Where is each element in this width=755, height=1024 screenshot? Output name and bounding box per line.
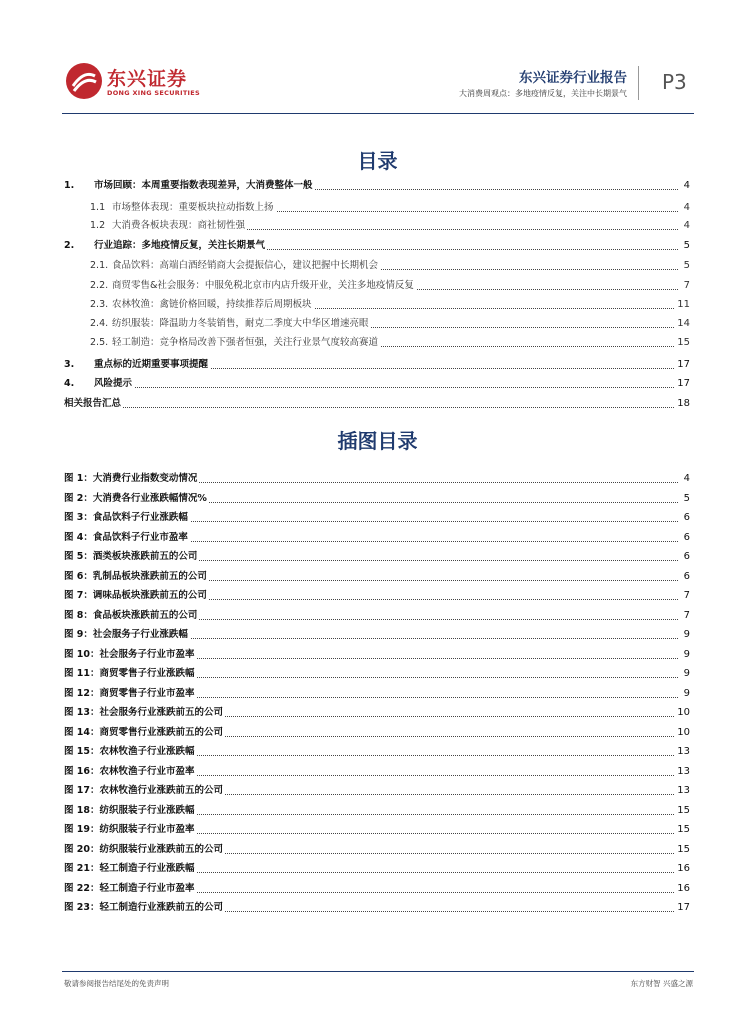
figure-entry[interactable] — [64, 470, 690, 488]
footer-disclaimer: 敬请参阅报告结尾处的免责声明 — [64, 979, 169, 988]
toc-entry-number: 2.4. — [90, 318, 109, 329]
figure-entry[interactable] — [64, 568, 690, 586]
toc-entry-label — [90, 334, 380, 352]
figure-entry-label: 图 19：纺织服装子行业市盈率 — [64, 821, 197, 839]
toc-entry[interactable] — [64, 375, 690, 393]
figure-entry-page: 7 — [682, 587, 690, 605]
figure-entry-label: 图 9：社会服务子行业涨跌幅 — [64, 626, 190, 644]
toc-entry-label — [90, 199, 276, 217]
toc-entry-page: 14 — [675, 315, 690, 333]
figure-entry-label: 图 12：商贸零售子行业市盈率 — [64, 685, 197, 703]
toc-entry-text: 重点标的近期重要事项提醒 — [94, 359, 209, 370]
figure-entry[interactable] — [64, 899, 690, 917]
figure-entry[interactable] — [64, 548, 690, 566]
figure-entry-label: 图 21：轻工制造子行业涨跌幅 — [64, 860, 197, 878]
figure-entry-page: 4 — [682, 470, 690, 488]
toc-entry-number: 2.1. — [90, 260, 109, 271]
toc-entry-text: 农林牧渔：禽链价格回暖，持续推荐后周期板块 — [112, 299, 312, 310]
figure-entry[interactable] — [64, 587, 690, 605]
toc-entry-number: 1.1 — [90, 202, 106, 213]
toc-entry-page: 5 — [682, 257, 690, 275]
figure-entry-label: 图 4：食品饮料子行业市盈率 — [64, 529, 190, 547]
figure-entry-label: 图 5：酒类板块涨跌前五的公司 — [64, 548, 199, 566]
figure-entry-page: 7 — [682, 607, 690, 625]
figure-entry-label: 图 15：农林牧渔子行业涨跌幅 — [64, 743, 197, 761]
figure-entry-page: 15 — [675, 841, 690, 859]
toc-entry-label — [90, 296, 314, 314]
toc-entry[interactable] — [64, 356, 690, 374]
toc-entry-text: 纺织服装：降温助力冬装销售，耐克二季度大中华区增速亮眼 — [112, 318, 369, 329]
toc-entry[interactable] — [90, 334, 690, 352]
toc-entry-text: 食品饮料：高端白酒经销商大会提振信心，建议把握中长期机会 — [112, 260, 379, 271]
toc-entry-number: 2.5. — [90, 337, 109, 348]
toc-entry-number: 4. — [64, 378, 75, 389]
figures-title: 插图目录 — [337, 429, 418, 453]
toc-entry-label — [64, 356, 210, 374]
toc-entry[interactable] — [90, 277, 690, 295]
figure-entry-label: 图 1：大消费行业指数变动情况 — [64, 470, 199, 488]
toc-entry-number: 2.3. — [90, 299, 109, 310]
logo-text-cn: 东兴证券 — [107, 68, 188, 90]
toc-entry-text: 市场回顾：本周重要指数表现差异，大消费整体一般 — [94, 180, 313, 191]
toc-entry-text: 大消费各板块表现：商社韧性强 — [112, 220, 246, 231]
toc-title: 目录 — [357, 149, 398, 173]
figure-entry-page: 16 — [675, 880, 690, 898]
toc-entry-label — [64, 237, 267, 255]
figure-entry-label: 图 6：乳制品板块涨跌前五的公司 — [64, 568, 209, 586]
figure-entry[interactable] — [64, 646, 690, 664]
figure-entry-page: 15 — [675, 802, 690, 820]
figure-entry-page: 6 — [682, 529, 690, 547]
report-title: 东兴证券行业报告 — [519, 70, 627, 86]
figure-entry-label: 图 17：农林牧渔行业涨跌前五的公司 — [64, 782, 225, 800]
figure-entry[interactable] — [64, 821, 690, 839]
figure-entry-label: 图 22：轻工制造子行业市盈率 — [64, 880, 197, 898]
toc-entry-text: 相关报告汇总 — [64, 398, 122, 409]
figure-entry[interactable] — [64, 743, 690, 761]
figure-entry-page: 6 — [682, 548, 690, 566]
toc-entry-number: 2.2. — [90, 280, 109, 291]
figure-entry-page: 13 — [675, 743, 690, 761]
figure-entry-page: 10 — [675, 724, 690, 742]
toc-entry-label — [90, 217, 247, 235]
logo-mark-icon — [65, 62, 103, 100]
toc-entry-page: 17 — [675, 375, 690, 393]
toc-entry[interactable] — [90, 257, 690, 275]
toc-entry-page: 18 — [675, 395, 690, 413]
figure-entry-label: 图 18：纺织服装子行业涨跌幅 — [64, 802, 197, 820]
toc-entry-text: 风险提示 — [94, 378, 133, 389]
figure-entry-label: 图 11：商贸零售子行业涨跌幅 — [64, 665, 197, 683]
figure-entry[interactable] — [64, 860, 690, 878]
figure-entry-page: 15 — [675, 821, 690, 839]
figure-entry-page: 13 — [675, 763, 690, 781]
header-divider — [638, 66, 639, 100]
toc-entry-number: 1. — [64, 180, 75, 191]
toc-entry-text: 行业追踪：多地疫情反复，关注长期景气 — [94, 240, 266, 251]
figure-entry[interactable] — [64, 509, 690, 527]
toc-entry[interactable] — [90, 315, 690, 333]
figure-entry-label: 图 20：纺织服装行业涨跌前五的公司 — [64, 841, 225, 859]
figure-entry-page: 9 — [682, 646, 690, 664]
figure-entry-page: 6 — [682, 568, 690, 586]
figure-entry-label: 图 8：食品板块涨跌前五的公司 — [64, 607, 199, 625]
figure-entry[interactable] — [64, 782, 690, 800]
toc-entry[interactable] — [64, 237, 690, 255]
toc-entry-text: 轻工制造：竞争格局改善下强者恒强，关注行业景气度较高赛道 — [112, 337, 379, 348]
page-number: P3 — [662, 70, 687, 94]
toc-entry-page: 5 — [682, 237, 690, 255]
figure-entry-label: 图 2：大消费各行业涨跌幅情况% — [64, 490, 209, 508]
figure-entry[interactable] — [64, 704, 690, 722]
toc-entry[interactable] — [90, 199, 690, 217]
footer-rule — [62, 971, 694, 972]
figure-entry[interactable] — [64, 490, 690, 508]
toc-entry[interactable] — [90, 296, 690, 314]
toc-entry-label — [64, 395, 123, 413]
figure-entry-page: 9 — [682, 685, 690, 703]
figure-entry-label: 图 16：农林牧渔子行业市盈率 — [64, 763, 197, 781]
toc-entry-label — [90, 315, 371, 333]
figure-entry-page: 13 — [675, 782, 690, 800]
toc-entry-label — [64, 375, 134, 393]
toc-entry-page: 11 — [675, 296, 690, 314]
logo-text-en: DONG XING SECURITIES — [107, 89, 200, 97]
toc-entry-label — [90, 277, 416, 295]
figure-entry[interactable] — [64, 841, 690, 859]
report-subtitle: 大消费周观点：多地疫情反复，关注中长期景气 — [459, 89, 627, 98]
toc-entry-page: 4 — [682, 199, 690, 217]
figure-entry-label: 图 23：轻工制造行业涨跌前五的公司 — [64, 899, 225, 917]
figure-entry-page: 17 — [675, 899, 690, 917]
toc-entry-number: 1.2 — [90, 220, 106, 231]
figure-entry-label: 图 10：社会服务子行业市盈率 — [64, 646, 197, 664]
footer-slogan: 东方财智 兴盛之源 — [630, 979, 693, 988]
figure-entry-page: 6 — [682, 509, 690, 527]
figure-entry[interactable] — [64, 607, 690, 625]
toc-entry-text: 商贸零售&社会服务：中服免税北京市内店升级开业，关注多地疫情反复 — [112, 280, 414, 291]
figure-entry-page: 16 — [675, 860, 690, 878]
toc-entry-page: 15 — [675, 334, 690, 352]
figure-entry-label: 图 13：社会服务行业涨跌前五的公司 — [64, 704, 225, 722]
figure-entry[interactable] — [64, 802, 690, 820]
figure-entry[interactable] — [64, 665, 690, 683]
header-rule — [62, 113, 694, 114]
figure-entry-page: 5 — [682, 490, 690, 508]
toc-entry[interactable] — [64, 395, 690, 413]
figure-entry-label: 图 3：食品饮料子行业涨跌幅 — [64, 509, 190, 527]
figure-entry-page: 10 — [675, 704, 690, 722]
figure-entry-page: 9 — [682, 626, 690, 644]
figure-entry[interactable] — [64, 685, 690, 703]
figure-entry-page: 9 — [682, 665, 690, 683]
toc-entry-text: 市场整体表现：重要板块拉动指数上扬 — [112, 202, 274, 213]
toc-entry-number: 2. — [64, 240, 75, 251]
toc-entry-label — [90, 257, 380, 275]
figure-entry-label: 图 14：商贸零售行业涨跌前五的公司 — [64, 724, 225, 742]
dot-leader — [64, 407, 678, 408]
figure-entry[interactable] — [64, 529, 690, 547]
figure-entry[interactable] — [64, 626, 690, 644]
toc-entry[interactable] — [90, 217, 690, 235]
toc-entry-label — [64, 177, 315, 195]
toc-entry-page: 7 — [682, 277, 690, 295]
dot-leader — [64, 387, 678, 388]
toc-entry-page: 4 — [682, 217, 690, 235]
figure-entry[interactable] — [64, 724, 690, 742]
figure-entry[interactable] — [64, 880, 690, 898]
toc-entry-number: 3. — [64, 359, 75, 370]
toc-entry-page: 17 — [675, 356, 690, 374]
figure-entry-label: 图 7：调味品板块涨跌前五的公司 — [64, 587, 209, 605]
toc-entry-page: 4 — [682, 177, 690, 195]
company-logo — [65, 62, 225, 106]
toc-entry[interactable] — [64, 177, 690, 195]
figure-entry[interactable] — [64, 763, 690, 781]
